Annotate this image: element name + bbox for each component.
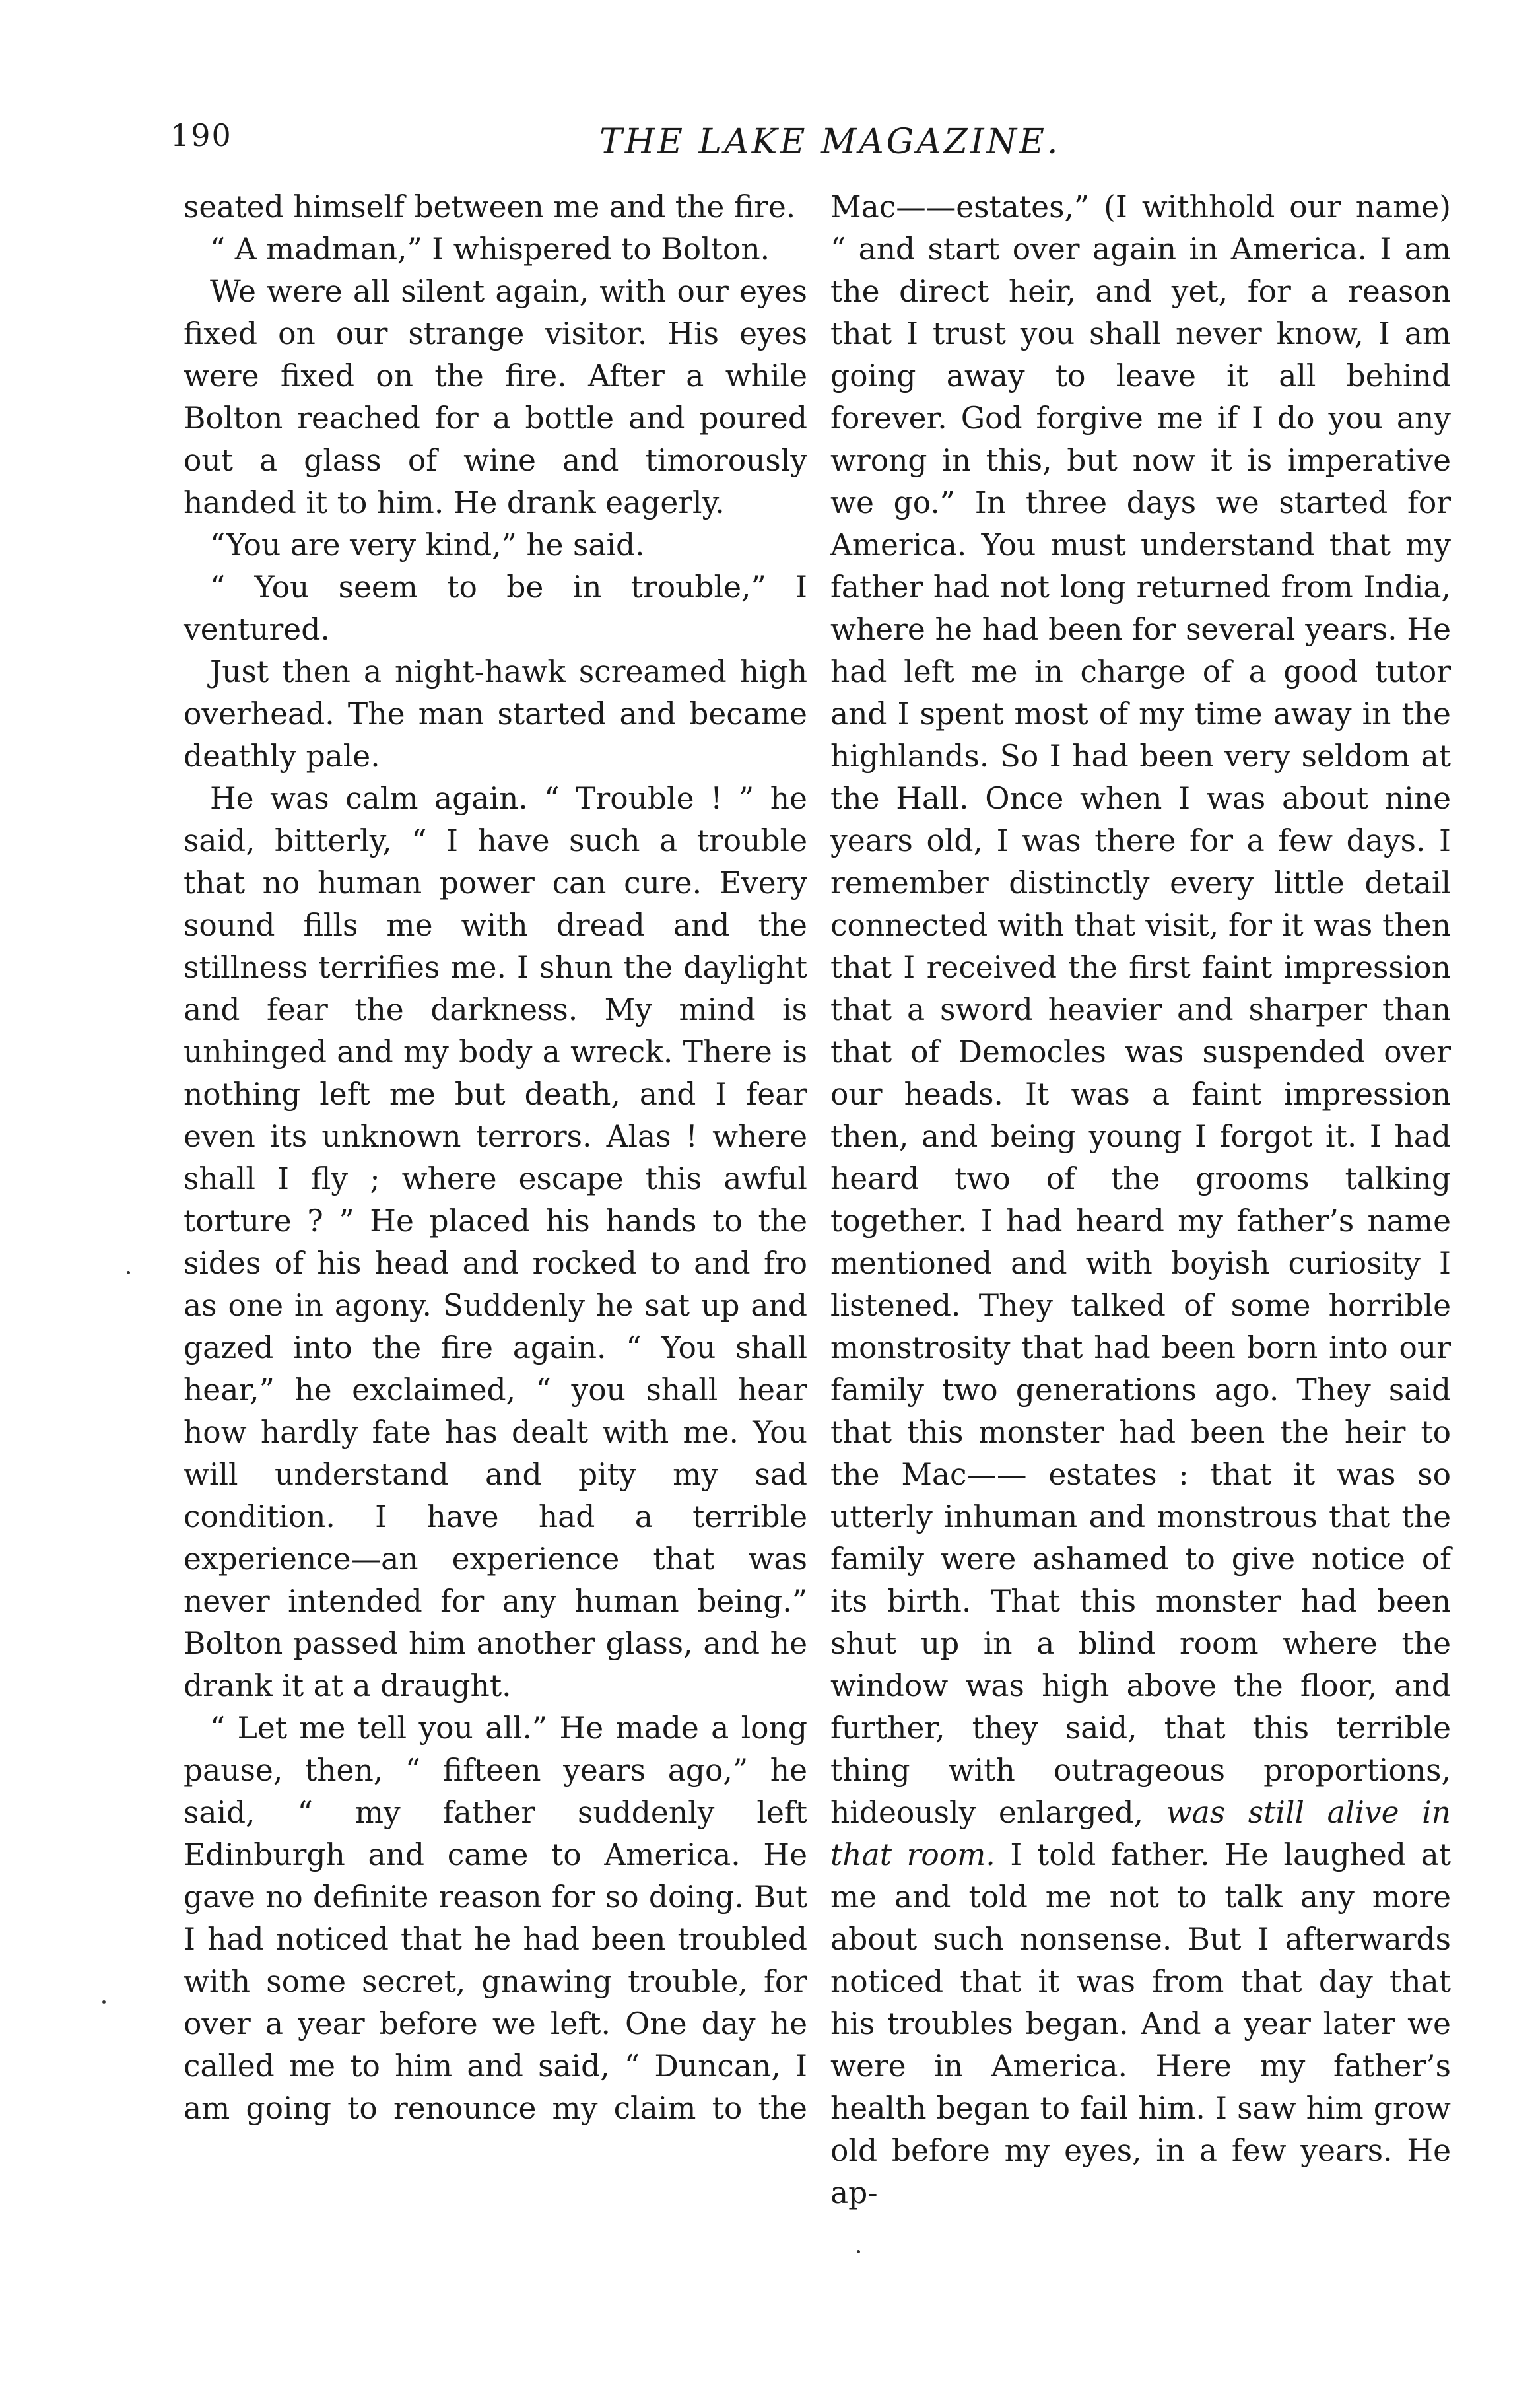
paragraph-text: Mac——estates,” (I withhold our name) “ and start over again in America. I am the direct heir, and yet, for a reason that I trust you shall never know, I am going away to leave it all behind forever. God forgive me if I do you any wrong in this, but now it is imperative we go.” In three days we started for America. You must understand that my father had not long returned from India, where he had been for several years. He had left me in charge of a good tutor and I spent most of my time away in the highlands. So I had been very seldom at the Hall. Once when I was about nine years old, I was there for a few days. I remember distinctly every little detail connected with that visit, for it was then that I received the first faint impression that a sword heavier and sharper than that of Democles was suspended over our heads. It was a faint impression then, and being young I forgot it. I had heard two of the grooms talking together. I had heard my father’s name mentioned and with boyish curiosity I listened. They talked of some horrible monstrosity that had been born into our family two generations ago. They said that this monster had been the heir to the Mac—— estates : that it was so utterly inhuman and monstrous that the family were ashamed to give notice of its birth. That this monster had been shut up in a blind room where the window was high above the floor, and further, they said, that this terrible thing with outrageous proportions, hideously enlarged,: [830, 189, 1451, 1830]
paragraph: “You are very kind,” he said.: [210, 527, 645, 562]
paragraph: We were all silent again, with our eyes fixed on our strange visitor. His eyes were fixed on the fire. After a while Bolton reached for a bottle and poured out a glass of wine and timorously handed it to him. He drank eagerly.: [184, 274, 807, 520]
left-column: [184, 186, 807, 2130]
emphasized-text: was still alive in that room.: [830, 1795, 1451, 1872]
print-speck: [127, 1271, 130, 1274]
right-column: [830, 186, 1451, 2214]
page-number: 190: [170, 118, 232, 153]
paragraph: “ A madman,” I whispered to Bolton.: [210, 232, 770, 267]
paragraph-text: I told father. He laughed at me and told me not to talk any more about such nonsense. But I afterwards noticed that it was from that day that his troubles began. And a year later we were in America. Here my father’s health began to fail him. I saw him grow old before my eyes, in a few years. He ap-: [830, 1837, 1451, 2210]
paragraph: “ You seem to be in trouble,” I ventured.: [184, 570, 807, 647]
paragraph: [830, 186, 1451, 2214]
print-speck: [102, 2000, 106, 2004]
print-speck: [857, 2250, 860, 2253]
paragraph: Just then a night-hawk screamed high overhead. The man started and became deathly pale.: [184, 654, 807, 774]
running-title: THE LAKE MAGAZINE.: [599, 122, 1061, 162]
paragraph: “ Let me tell you all.” He made a long pause, then, “ fifteen years ago,” he said, “ my father suddenly left Edinburgh and came to America. He gave no definite reason for so doing. But I had noticed that he had been troubled with some secret, gnawing trouble, for over a year before we left. One day he called me to him and said, “ Duncan, I am going to renounce my claim to the: [184, 1711, 807, 2126]
paragraph: seated himself between me and the fire.: [184, 189, 796, 224]
paragraph: He was calm again. “ Trouble ! ” he said, bitterly, “ I have such a trouble that no human power can cure. Every sound fills me with dread and the stillness terrifies me. I shun the daylight and fear the darkness. My mind is unhinged and my body a wreck. There is nothing left me but death, and I fear even its unknown terrors. Alas ! where shall I fly ; where escape this awful torture ? ” He placed his hands to the sides of his head and rocked to and fro as one in agony. Suddenly he sat up and gazed into the fire again. “ You shall hear,” he exclaimed, “ you shall hear how hardly fate has dealt with me. You will understand and pity my sad condition. I have had a terrible experience—an experience that was never intended for any human being.” Bolton passed him another glass, and he drank it at a draught.: [184, 781, 807, 1703]
